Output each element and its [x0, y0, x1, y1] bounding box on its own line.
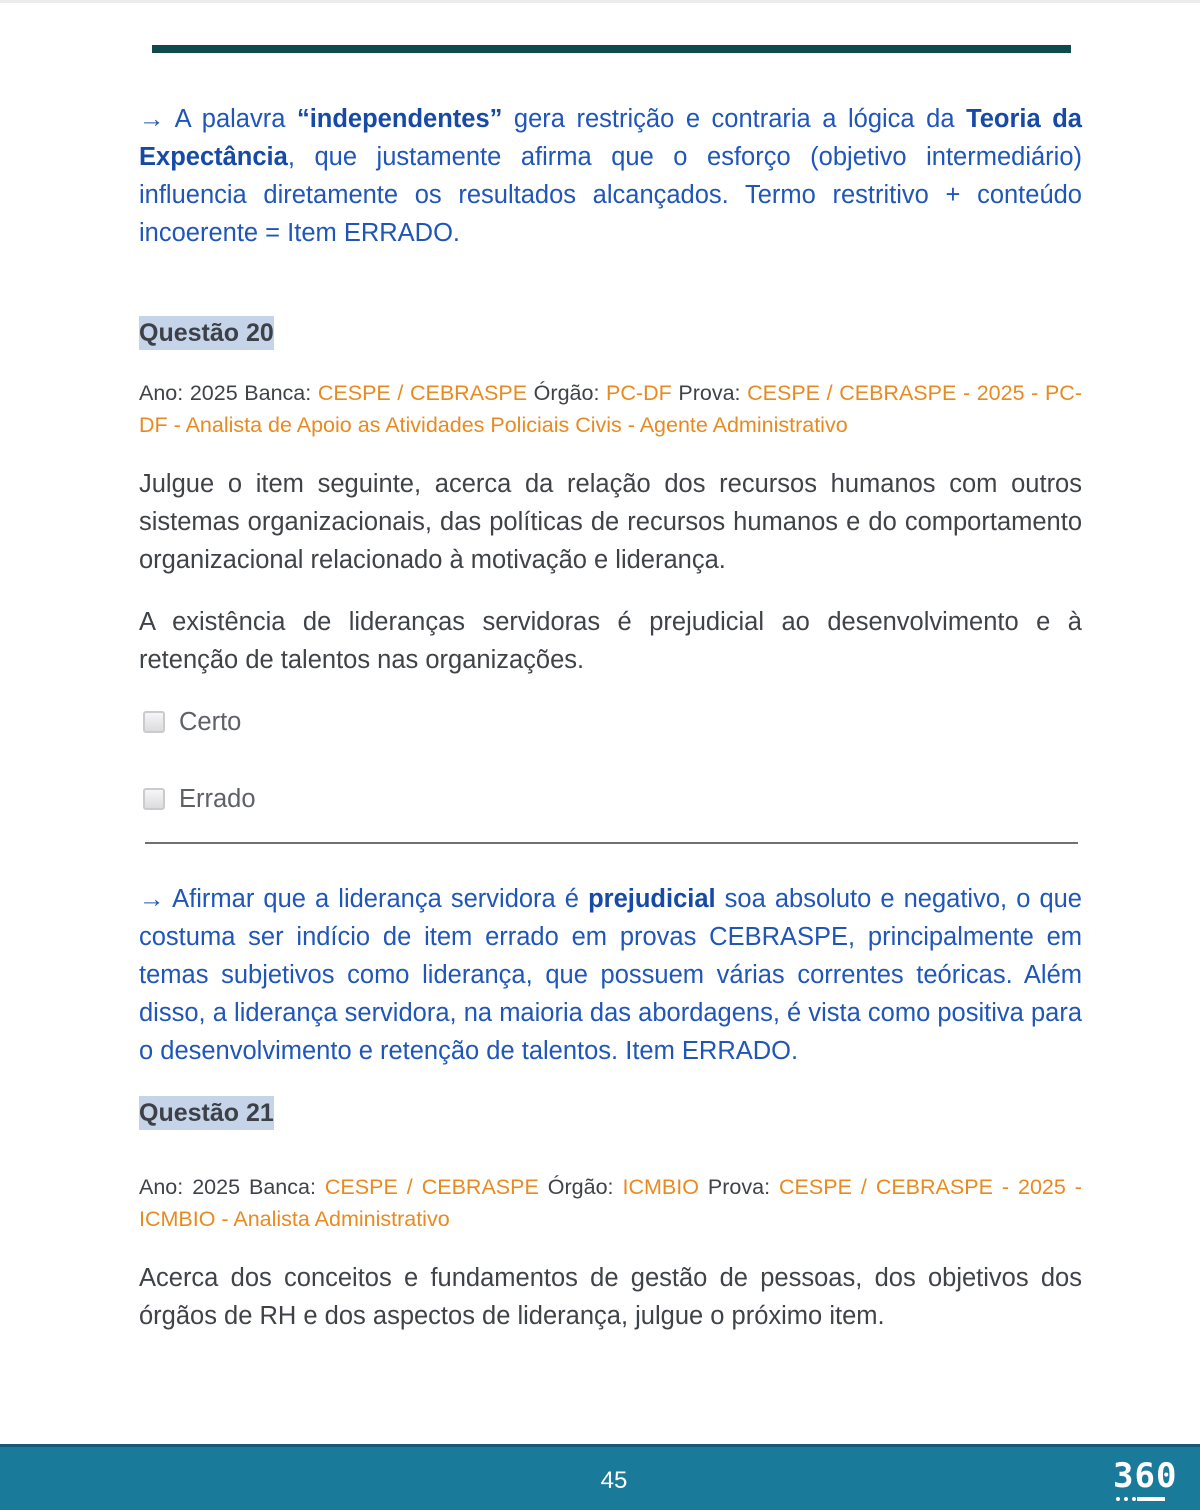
- checkbox-icon[interactable]: [143, 711, 165, 733]
- question-20-statement: Julgue o item seguinte, acerca da relação dos recursos humanos com outros sistemas organizacionais, das políticas de recursos humanos e do comportamento organizacional relacionado à motivação e liderança.: [139, 470, 1082, 574]
- logo-text: 360: [1113, 1456, 1178, 1496]
- logo-360: [1113, 1456, 1178, 1507]
- header-rule: [152, 45, 1071, 53]
- comment-q19: → A palavra “independentes” gera restrição e contraria a lógica da Teoria da Expectância, que justamente afirma que o esforço (objetivo intermediário) influencia diretamente os resultados alcançados. Termo restritivo + conteúdo incoerente = Item ERRADO.: [139, 105, 1082, 247]
- option-label: Errado: [179, 784, 256, 813]
- logo-bar-icon: [1137, 1497, 1165, 1501]
- question-21-statement: Acerca dos conceitos e fundamentos de gestão de pessoas, dos objetivos dos órgãos de RH e dos aspectos de liderança, julgue o próximo item.: [139, 1264, 1082, 1330]
- option-label: Certo: [179, 707, 242, 736]
- question-20-meta: Ano: 2025 Banca: CESPE / CEBRASPE Órgão: PC-DF Prova: CESPE / CEBRASPE - 2025 - PC-DF - Analista de Apoio as Atividades Policiais Civis - Agente Administrativo: [139, 381, 1082, 437]
- option-certo[interactable]: [143, 704, 241, 740]
- question-20-item: A existência de lideranças servidoras é prejudicial ao desenvolvimento e à retenção de talentos nas organizações.: [139, 608, 1082, 674]
- arrow-icon: →: [139, 885, 165, 913]
- question-21-title: Questão 21: [139, 1096, 274, 1130]
- top-border: [0, 0, 1200, 3]
- divider: [145, 842, 1078, 844]
- page-number: 45: [600, 1467, 628, 1494]
- question-21-meta: Ano: 2025 Banca: CESPE / CEBRASPE Órgão: ICMBIO Prova: CESPE / CEBRASPE - 2025 - ICMBIO - Analista Administrativo: [139, 1175, 1082, 1231]
- checkbox-icon[interactable]: [143, 788, 165, 810]
- page-footer: [0, 1444, 1200, 1510]
- comment-q20: → Afirmar que a liderança servidora é prejudicial soa absoluto e negativo, o que costuma ser indício de item errado em provas CEBRASPE, principalmente em temas subjetivos como liderança, que possuem várias correntes teóricas. Além disso, a liderança servidora, na maioria das abordagens, é vista como positiva para o desenvolvimento e retenção de talentos. Item ERRADO.: [139, 885, 1082, 1065]
- logo-dots-icon: [1116, 1497, 1136, 1501]
- question-20-title: Questão 20: [139, 316, 274, 350]
- option-errado[interactable]: [143, 781, 256, 817]
- arrow-icon: →: [139, 105, 165, 133]
